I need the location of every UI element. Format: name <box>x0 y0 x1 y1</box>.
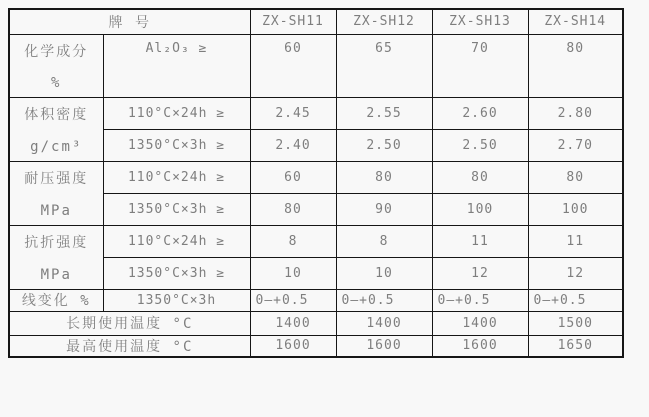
section-label-cell: 线变化 % <box>9 289 103 311</box>
condition-cell: 1350°C×3h ≥ <box>103 129 250 161</box>
value-cell: 1650 <box>528 335 623 357</box>
value-cell: 2.60 <box>432 97 528 129</box>
value-cell: 1600 <box>336 335 432 357</box>
value-cell: 100 <box>432 193 528 225</box>
section-label-cell: 长期使用温度 °C <box>9 311 250 335</box>
value-cell: 70 <box>432 34 528 97</box>
section-unit: MPa <box>40 267 72 283</box>
value-cell: 8 <box>336 225 432 257</box>
value-cell: 80 <box>432 161 528 193</box>
condition-cell: Al₂O₃ ≥ <box>103 34 250 97</box>
section-label-cell: 最高使用温度 °C <box>9 335 250 357</box>
value-cell: 11 <box>432 225 528 257</box>
value-cell: 100 <box>528 193 623 225</box>
condition-cell: 110°C×24h ≥ <box>103 225 250 257</box>
section-unit: MPa <box>40 203 72 219</box>
value-cell: 1600 <box>432 335 528 357</box>
value-cell: 80 <box>528 34 623 97</box>
grade-header-cell: ZX-SH13 <box>432 9 528 34</box>
value-cell: 0—+0.5 <box>336 289 432 311</box>
table-row <box>9 97 623 129</box>
value-cell: 1500 <box>528 311 623 335</box>
value-cell: 11 <box>528 225 623 257</box>
value-cell: 10 <box>336 257 432 289</box>
value-cell: 2.50 <box>432 129 528 161</box>
section-label-stack <box>10 163 103 223</box>
condition-cell: 1350°C×3h <box>103 289 250 311</box>
service-temp-row <box>9 311 623 335</box>
header-row <box>9 9 623 34</box>
value-cell: 10 <box>250 257 336 289</box>
section-label-cell <box>9 161 103 225</box>
section-unit: % <box>51 75 62 91</box>
section-label-cell <box>9 97 103 161</box>
grade-header-cell: ZX-SH12 <box>336 9 432 34</box>
value-cell: 2.55 <box>336 97 432 129</box>
section-name: 抗折强度 <box>24 235 89 251</box>
condition-cell: 1350°C×3h ≥ <box>103 257 250 289</box>
value-cell: 0—+0.5 <box>432 289 528 311</box>
section-name: 化学成分 <box>24 44 89 60</box>
brand-header-cell: 牌 号 <box>9 9 250 34</box>
value-cell: 0—+0.5 <box>528 289 623 311</box>
value-cell: 80 <box>336 161 432 193</box>
section-label-stack <box>10 227 103 287</box>
table-row <box>9 161 623 193</box>
value-cell: 2.45 <box>250 97 336 129</box>
section-name: 耐压强度 <box>24 171 89 187</box>
section-unit: g/cm³ <box>30 139 83 155</box>
value-cell: 1600 <box>250 335 336 357</box>
value-cell: 2.80 <box>528 97 623 129</box>
value-cell: 12 <box>528 257 623 289</box>
value-cell: 80 <box>528 161 623 193</box>
value-cell: 1400 <box>250 311 336 335</box>
value-cell: 1400 <box>432 311 528 335</box>
grade-header-cell: ZX-SH14 <box>528 9 623 34</box>
section-label-stack <box>10 36 103 95</box>
value-cell: 65 <box>336 34 432 97</box>
section-label-cell <box>9 34 103 97</box>
value-cell: 80 <box>250 193 336 225</box>
value-cell: 8 <box>250 225 336 257</box>
value-cell: 60 <box>250 34 336 97</box>
value-cell: 1400 <box>336 311 432 335</box>
condition-cell: 1350°C×3h ≥ <box>103 193 250 225</box>
value-cell: 0—+0.5 <box>250 289 336 311</box>
value-cell: 90 <box>336 193 432 225</box>
grade-header-cell: ZX-SH11 <box>250 9 336 34</box>
value-cell: 12 <box>432 257 528 289</box>
service-temp-row <box>9 335 623 357</box>
value-cell: 60 <box>250 161 336 193</box>
linear-change-row <box>9 289 623 311</box>
table-row <box>9 225 623 257</box>
section-label-cell <box>9 225 103 289</box>
spec-table <box>8 8 624 358</box>
value-cell: 2.50 <box>336 129 432 161</box>
section-name: 体积密度 <box>24 107 89 123</box>
value-cell: 2.70 <box>528 129 623 161</box>
table-row <box>9 34 623 97</box>
section-label-stack <box>10 99 103 159</box>
value-cell: 2.40 <box>250 129 336 161</box>
condition-cell: 110°C×24h ≥ <box>103 97 250 129</box>
condition-cell: 110°C×24h ≥ <box>103 161 250 193</box>
